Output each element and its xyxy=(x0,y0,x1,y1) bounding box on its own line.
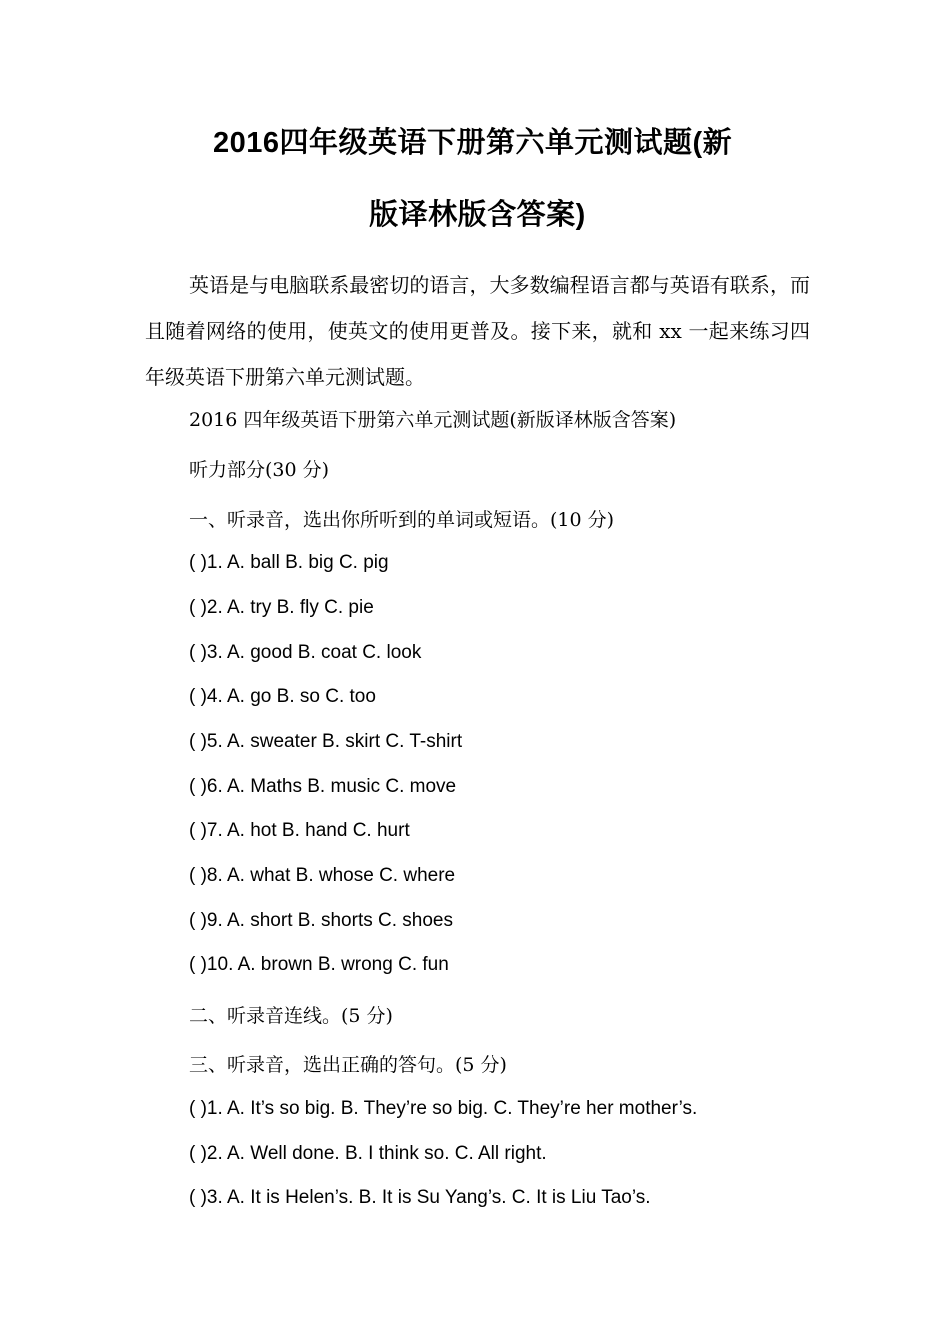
question-item: ( )5. A. sweater B. skirt C. T-shirt xyxy=(189,731,463,752)
question-item: ( )6. A. Maths B. music C. move xyxy=(189,776,457,797)
question-item: ( )8. A. what B. whose C. where xyxy=(189,865,456,886)
question-item: ( )2. A. Well done. B. I think so. C. All right. xyxy=(189,1143,547,1164)
intro-paragraph: 英语是与电脑联系最密切的语言，大多数编程语言都与英语有联系，而且随着网络的使用，使英文的使用更普及。接下来，就和 xx 一起来练习四年级英语下册第六单元测试题。 xyxy=(145,273,810,389)
section-1-heading: 一、听录音，选出你所听到的单词或短语。(10 分) xyxy=(189,509,615,531)
question-item: ( )7. A. hot B. hand C. hurt xyxy=(189,820,410,841)
question-item: ( )4. A. go B. so C. too xyxy=(189,686,376,707)
section-2-heading: 二、听录音连线。(5 分) xyxy=(189,1005,393,1027)
question-item: ( )3. A. It is Helen’s. B. It is Su Yang’s. C. It is Liu Tao’s. xyxy=(189,1187,651,1208)
question-item: ( )10. A. brown B. wrong C. fun xyxy=(189,954,449,975)
listening-heading: 听力部分(30 分) xyxy=(189,459,330,481)
title-line-2: 版译林版含答案) xyxy=(369,199,586,231)
question-item: ( )9. A. short B. shorts C. shoes xyxy=(189,910,453,931)
question-item: ( )1. A. It’s so big. B. They’re so big. C. They’re her mother’s. xyxy=(189,1098,698,1119)
section-3-heading: 三、听录音，选出正确的答句。(5 分) xyxy=(189,1054,507,1076)
question-item: ( )1. A. ball B. big C. pig xyxy=(189,552,389,573)
question-item: ( )2. A. try B. fly C. pie xyxy=(189,597,374,618)
question-item: ( )3. A. good B. coat C. look xyxy=(189,642,422,663)
title-line-1: 2016四年级英语下册第六单元测试题(新 xyxy=(213,127,733,159)
document-subtitle: 2016 四年级英语下册第六单元测试题(新版译林版含答案) xyxy=(189,409,677,431)
